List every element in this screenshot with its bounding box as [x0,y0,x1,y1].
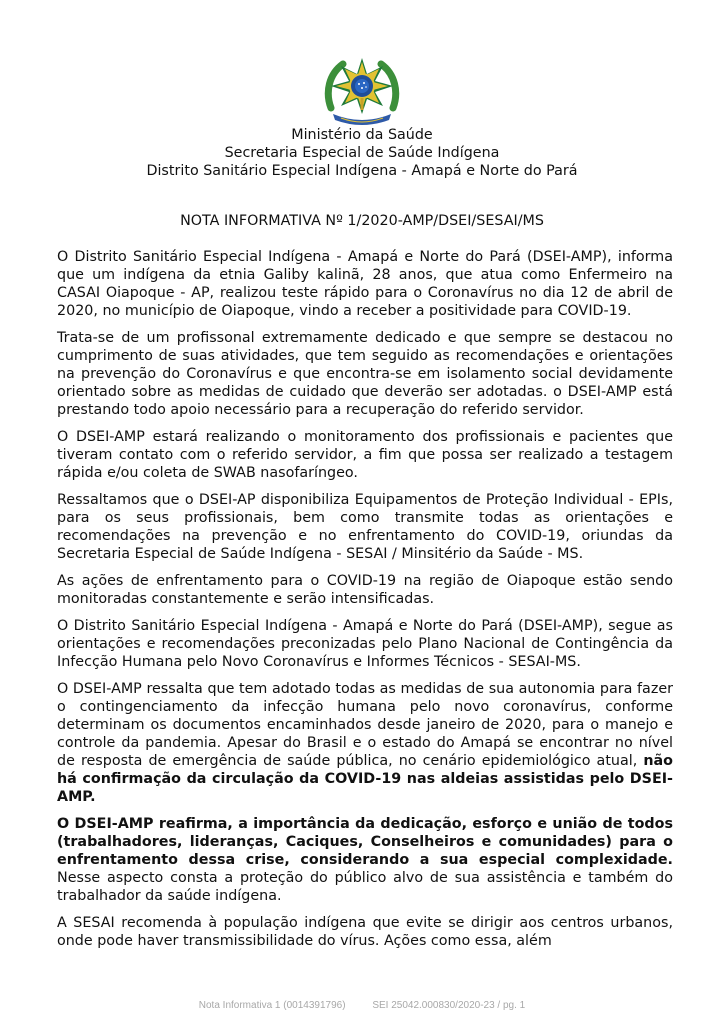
document-body [57,248,673,959]
paragraph-7 [57,680,673,806]
paragraph-9: A SESAI recomenda à população indígena que evite se dirigir aos centros urbanos, onde pode haver transmissibilidade do vírus. Ações como essa, além [57,915,673,949]
paragraph-6: O Distrito Sanitário Especial Indígena - Amapá e Norte do Pará (DSEI-AMP), segue as orientações e recomendações preconizadas pelo Plano Nacional de Contingência da Infecção Humana pelo Novo Coronavírus e Informes Técnicos - SESAI-MS. [57,618,673,670]
paragraph-7-bold: não há confirmação da circulação da COVID-19 nas aldeias assistidas pelo DSEI-AMP. [57,753,673,805]
ministry-name: Ministério da Saúde [291,127,433,143]
document-title: NOTA INFORMATIVA Nº 1/2020-AMP/DSEI/SESAI/MS [180,213,544,229]
brazil-coat-of-arms-icon [323,56,401,126]
paragraph-3: O DSEI-AMP estará realizando o monitoramento dos profissionais e pacientes que tiveram contato com o referido servidor, a fim que possa ser realizado a testagem rápida e/ou coleta de SWAB nasofaríngeo. [57,429,673,481]
document-header [0,126,724,180]
secretariat-name: Secretaria Especial de Saúde Indígena [224,145,500,161]
paragraph-1: O Distrito Sanitário Especial Indígena - Amapá e Norte do Pará (DSEI-AMP), informa que um indígena da etnia Galiby kalinã, 28 anos, que atua como Enfermeiro na CASAI Oiapoque - AP, realizou teste rápido para o Coronavírus no dia 12 de abril de 2020, no município de Oiapoque, vindo a receber a positividade para COVID-19. [57,249,673,319]
paragraph-8-regular: Nesse aspecto consta a proteção do público alvo de sua assistência e também do trabalhador da saúde indígena. [57,870,673,904]
paragraph-4: Ressaltamos que o DSEI-AP disponibiliza Equipamentos de Proteção Individual - EPIs, para os seus profissionais, bem como transmite todas as orientações e recomendações na prevenção e no enfrentamento do COVID-19, oriundas da Secretaria Especial de Saúde Indígena - SESAI / Minsitério da Saúde - MS. [57,492,673,562]
paragraph-7-regular: O DSEI-AMP ressalta que tem adotado todas as medidas de sua autonomia para fazer o contingenciamento da infecção humana pelo novo coronavírus, conforme determinam os documentos encaminhados desde janeiro de 2020, para o manejo e controle da pandemia. Apesar do Brasil e o estado do Amapá se encontrar no nível de resposta de emergência de saúde pública, no cenário epidemiológico atual, [57,681,673,769]
paragraph-8 [57,815,673,905]
footer-process-page: SEI 25042.000830/2020-23 / pg. 1 [372,1000,526,1011]
paragraph-5: As ações de enfrentamento para o COVID-19 na região de Oiapoque estão sendo monitoradas constantemente e serão intensificadas. [57,573,673,607]
footer-document-id: Nota Informativa 1 (0014391796) [198,1000,346,1011]
district-name: Distrito Sanitário Especial Indígena - Amapá e Norte do Pará [146,163,578,179]
page-footer [0,1000,724,1011]
paragraph-2: Trata-se de um profissonal extremamente dedicado e que sempre se destacou no cumprimento de suas atividades, que tem seguido as recomendações e orientações na prevenção do Coronavírus e que encontra-se em isolamento social devidamente orientado sobre as medidas de cuidado que deverão ser adotadas. o DSEI-AMP está prestando todo apoio necessário para a recuperação do referido servidor. [57,330,673,418]
paragraph-8-bold: O DSEI-AMP reafirma, a importância da dedicação, esforço e união de todos (trabalhadores, lideranças, Caciques, Conselheiros e comunidades) para o enfrentamento dessa crise, considerando a sua especial complexidade. [57,816,673,868]
